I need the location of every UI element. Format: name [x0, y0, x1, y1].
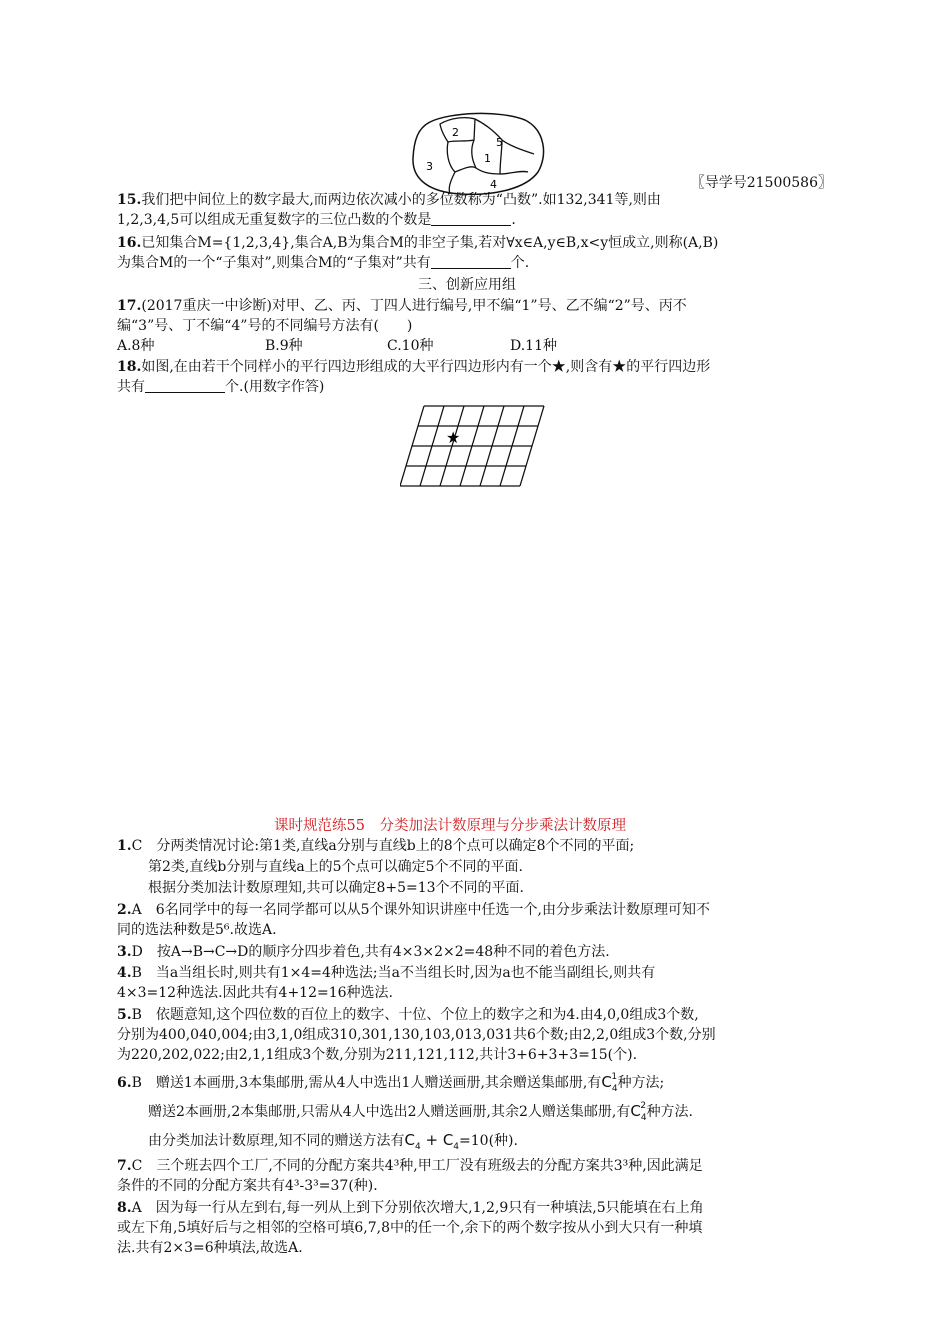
answer-8-line1: 8.A 因为每一行从左到右,每一列从上到下分别依次增大,1,2,9只有一种填法,5只能填在右上角: [117, 1200, 704, 1216]
option-c[interactable]: C.10种: [387, 338, 434, 354]
answer-8-line2: 或左下角,5填好后与之相邻的空格可填6,7,8中的任一个,余下的两个数字按从小到大只有一种填: [117, 1220, 703, 1236]
option-d[interactable]: D.11种: [510, 338, 557, 354]
answer-blank[interactable]: [431, 254, 511, 269]
combination-sum: $C_4 + C_4$: [404, 1131, 460, 1152]
combination-c42: $C_4$ 2: [630, 1101, 647, 1123]
map-figure: [410, 110, 550, 198]
answer-1-line3: 根据分类加法计数原理知,共可以确定8+5=13个不同的平面.: [148, 880, 524, 896]
star-icon: ★: [446, 428, 461, 447]
answer-blank[interactable]: [145, 378, 225, 393]
guide-reference: 〖导学号21500586〗: [690, 175, 832, 191]
question-17-options: [117, 336, 557, 356]
answer-blank[interactable]: [431, 211, 511, 226]
answer-6-line2: 赠送2本画册,2本集邮册,只需从4人中选出2人赠送画册,其余2人赠送集邮册,有$C_4$ 2 种方法.: [148, 1101, 694, 1123]
question-18-line1: 18.如图,在由若干个同样小的平行四边形组成的大平行四边形内有一个★,则含有★的平行四边形: [117, 359, 711, 375]
answer-1-line1: 1.C 分两类情况讨论:第1类,直线a分别与直线b上的8个点可以确定8个不同的平面;: [117, 838, 635, 854]
option-b[interactable]: B.9种: [265, 338, 303, 354]
question-17-line2: 编“3”号、丁不编“4”号的不同编号方法有( ): [117, 318, 413, 334]
answer-7-line1: 7.C 三个班去四个工厂,不同的分配方案共4³种,甲工厂没有班级去的分配方案共3³种,因此满足: [117, 1158, 703, 1174]
region-label: 5: [496, 136, 503, 149]
question-18-line2: 共有 个.(用数字作答): [117, 379, 325, 395]
combination-c41: $C_4$ 1: [601, 1072, 618, 1094]
answer-1-line2: 第2类,直线b分别与直线a上的5个点可以确定5个不同的平面.: [148, 859, 523, 875]
section-heading: 三、创新应用组: [418, 277, 516, 293]
answer-section-title: 课时规范练55 分类加法计数原理与分步乘法计数原理: [274, 818, 626, 834]
answer-3-line1: 3.D 按A→B→C→D的顺序分四步着色,共有4×3×2×2=48种不同的着色方法.: [117, 944, 610, 960]
region-label: 1: [484, 152, 491, 165]
region-label: 4: [490, 178, 497, 191]
question-15-line1: 15.我们把中间位上的数字最大,而两边依次减小的多位数称为“凸数”.如132,341等,则由: [117, 192, 661, 208]
answer-5-line3: 为220,202,022;由2,1,1组成3个数,分别为211,121,112,共计3+6+3+3=15(个).: [117, 1047, 638, 1063]
region-label: 2: [452, 126, 459, 139]
question-16-line1: 16.已知集合M={1,2,3,4},集合A,B为集合M的非空子集,若对∀x∈A,y∈B,x<y恒成立,则称(A,B): [117, 235, 719, 251]
region-label: 3: [426, 160, 433, 173]
answer-4-line1: 4.B 当a当组长时,则共有1×4=4种选法;当a不当组长时,因为a也不能当副组长,则共有: [117, 965, 656, 981]
answer-2-line2: 同的选法种数是5⁶.故选A.: [117, 922, 277, 938]
answer-8-line3: 法.共有2×3=6种填法,故选A.: [117, 1240, 303, 1256]
question-15-line2: 1,2,3,4,5可以组成无重复数字的三位凸数的个数是 .: [117, 212, 516, 228]
option-a[interactable]: A.8种: [117, 338, 155, 354]
answer-4-line2: 4×3=12种选法.因此共有4+12=16种选法.: [117, 985, 393, 1001]
answer-6-line1: 6.B 赠送1本画册,3本集邮册,需从4人中选出1人赠送画册,其余赠送集邮册,有$C_4$ 1 种方法;: [117, 1072, 665, 1094]
answer-5-line2: 分别为400,040,004;由3,1,0组成310,301,130,103,013,031共6个数;由2,2,0组成3个数,分别: [117, 1027, 716, 1043]
question-17-line1: 17.(2017重庆一中诊断)对甲、乙、丙、丁四人进行编号,甲不编“1”号、乙不编“2”号、丙不: [117, 298, 687, 314]
question-16-line2: 为集合M的一个“子集对”,则集合M的“子集对”共有 个.: [117, 255, 530, 271]
answer-6-line3: 由分类加法计数原理,知不同的赠送方法有$C_4 + C_4=10$(种).: [148, 1131, 518, 1152]
parallelogram-grid: [400, 404, 550, 490]
answer-7-line2: 条件的不同的分配方案共有4³-3³=37(种).: [117, 1178, 378, 1194]
answer-5-line1: 5.B 依题意知,这个四位数的百位上的数字、十位、个位上的数字之和为4.由4,0,0组成3个数,: [117, 1007, 699, 1023]
answer-2-line1: 2.A 6名同学中的每一名同学都可以从5个课外知识讲座中任选一个,由分步乘法计数原理可知不: [117, 902, 710, 918]
